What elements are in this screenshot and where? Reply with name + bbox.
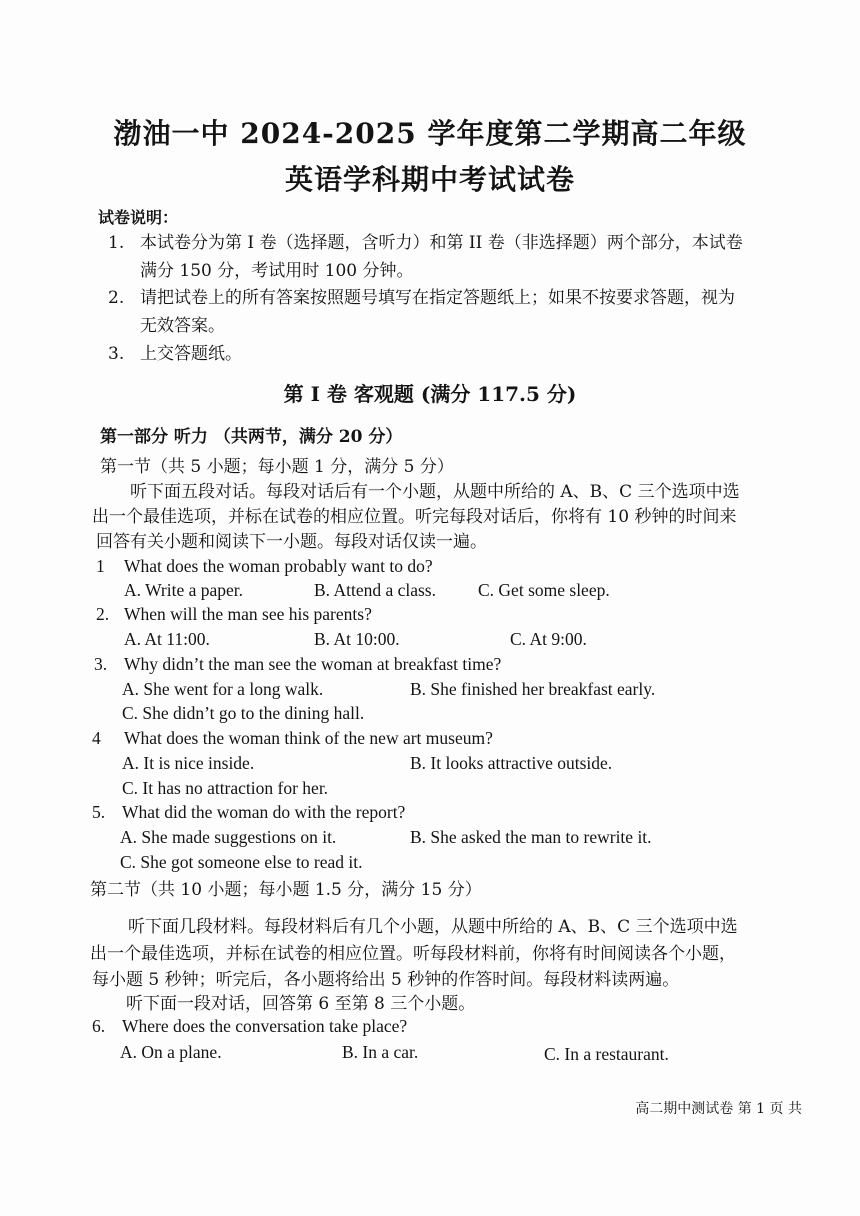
q1-option-c: C. Get some sleep.: [478, 580, 610, 600]
q1-option-b: B. Attend a class.: [314, 580, 436, 600]
exam-title-line1: 渤油一中 2024-2025 学年度第二学期高二年级: [113, 117, 747, 150]
q5-number: 5.: [92, 802, 106, 822]
section2-intro-line3: 每小题 5 秒钟；听完后，各小题将给出 5 秒钟的作答时间。每段材料读两遍。: [92, 970, 680, 990]
instruction-2-line1: 请把试卷上的所有答案按照题号填写在指定答题纸上；如果不按要求答题，视为: [140, 288, 735, 308]
q2-number: 2.: [96, 604, 110, 624]
q2-option-c: C. At 9:00.: [510, 629, 587, 649]
q4-option-a: A. It is nice inside.: [122, 753, 255, 773]
q6-option-a: A. On a plane.: [120, 1042, 222, 1062]
section1-intro-line3: 回答有关小题和阅读下一小题。每段对话仅读一遍。: [96, 532, 487, 552]
q1-number: 1: [96, 556, 105, 576]
q4-option-c: C. It has no attraction for her.: [122, 778, 329, 798]
volume1-heading: 第 I 卷 客观题 (满分 117.5 分): [283, 382, 577, 406]
instruction-1-line1: 本试卷分为第 I 卷（选择题，含听力）和第 II 卷（非选择题）两个部分，本试卷: [140, 233, 743, 253]
instruction-2-num: 2.: [108, 288, 125, 308]
q2-text: When will the man see his parents?: [124, 604, 372, 624]
q4-number: 4: [92, 728, 101, 748]
q4-option-b: B. It looks attractive outside.: [410, 753, 613, 773]
instruction-1-line2: 满分 150 分，考试用时 100 分钟。: [140, 261, 414, 281]
section1-intro-line2: 出一个最佳选项，并标在试卷的相应位置。听完每段对话后，你将有 10 秒钟的时间来: [92, 507, 737, 527]
q3-text: Why didn’t the man see the woman at breakfast time?: [124, 654, 502, 674]
q4-text: What does the woman think of the new art museum?: [124, 728, 493, 748]
instruction-1-num: 1.: [108, 233, 125, 253]
q5-option-c: C. She got someone else to read it.: [120, 852, 363, 872]
section2-sub-instruction: 听下面一段对话，回答第 6 至第 8 三个小题。: [126, 994, 476, 1014]
section2-intro-line2: 出一个最佳选项，并标在试卷的相应位置。听每段材料前，你将有时间阅读各个小题，: [90, 944, 736, 964]
q6-option-c: C. In a restaurant.: [544, 1044, 669, 1064]
instructions-heading: 试卷说明：: [98, 208, 179, 227]
section2-heading: 第二节（共 10 小题；每小题 1.5 分，满分 15 分）: [90, 880, 482, 900]
section1-intro-line1: 听下面五段对话。每段对话后有一个小题，从题中所给的 A、B、C 三个选项中选: [130, 482, 740, 502]
q3-option-a: A. She went for a long walk.: [122, 679, 324, 699]
page-footer: 高二期中测试卷 第 1 页 共: [635, 1101, 802, 1117]
q3-number: 3.: [94, 654, 108, 674]
instruction-3-line1: 上交答题纸。: [140, 344, 242, 364]
section2-intro-line1: 听下面几段材料。每段材料后有几个小题，从题中所给的 A、B、C 三个选项中选: [128, 917, 738, 937]
q1-option-a: A. Write a paper.: [124, 580, 243, 600]
exam-title-line2: 英语学科期中考试试卷: [284, 163, 575, 196]
instruction-3-num: 3.: [108, 344, 125, 364]
section1-heading: 第一节（共 5 小题；每小题 1 分，满分 5 分）: [100, 457, 454, 477]
q1-text: What does the woman probably want to do?: [124, 556, 433, 576]
q3-option-c: C. She didn’t go to the dining hall.: [122, 703, 365, 723]
q5-option-b: B. She asked the man to rewrite it.: [410, 827, 652, 847]
part1-heading: 第一部分 听力 （共两节，满分 20 分）: [100, 427, 403, 447]
q5-text: What did the woman do with the report?: [122, 802, 406, 822]
q6-option-b: B. In a car.: [342, 1042, 419, 1062]
q5-option-a: A. She made suggestions on it.: [120, 827, 337, 847]
q3-option-b: B. She finished her breakfast early.: [410, 679, 656, 699]
instruction-2-line2: 无效答案。: [140, 316, 225, 336]
q6-number: 6.: [92, 1016, 106, 1036]
q2-option-b: B. At 10:00.: [314, 629, 400, 649]
q6-text: Where does the conversation take place?: [122, 1016, 408, 1036]
q2-option-a: A. At 11:00.: [124, 629, 210, 649]
